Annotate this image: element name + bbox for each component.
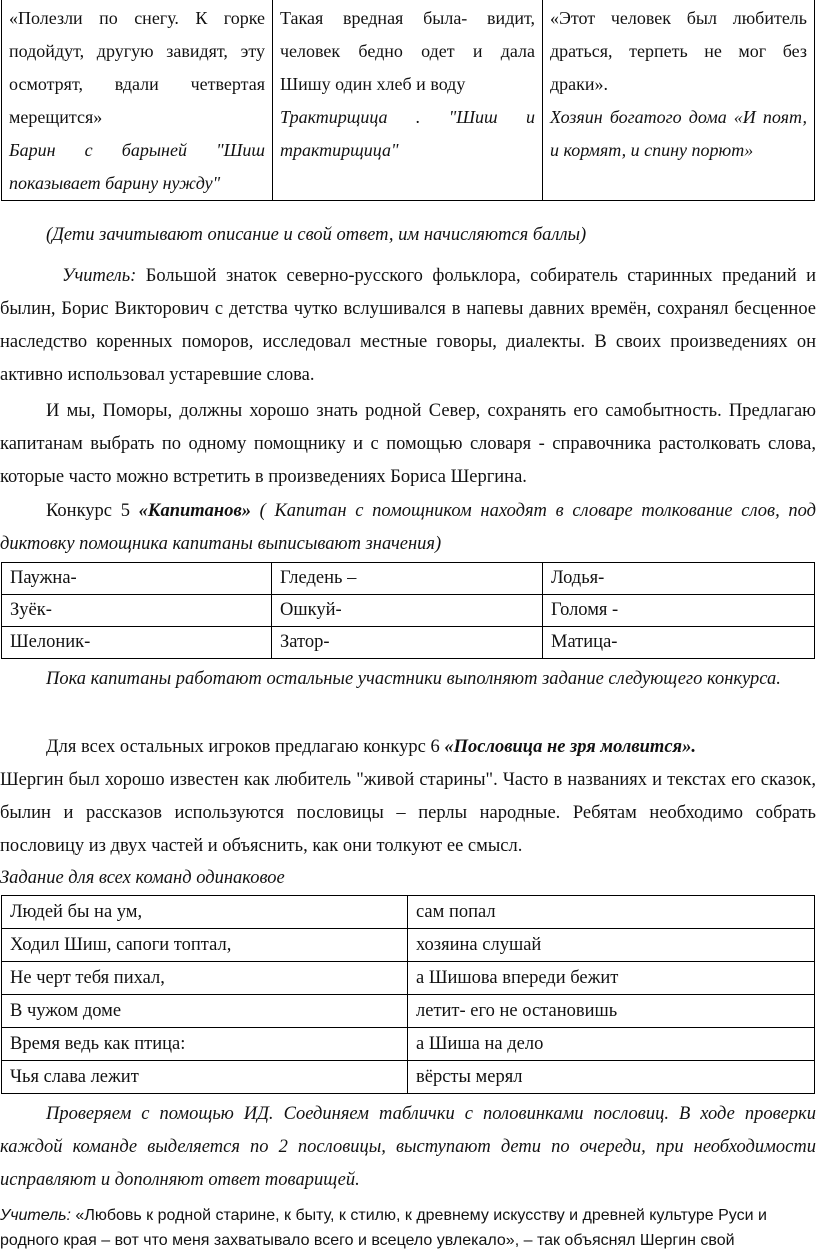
proverbs-cell: хозяина слушай [408,929,815,962]
characters-table [1,0,815,201]
words-cell: Гледень – [272,563,543,595]
proverbs-cell: а Шиша на дело [408,1028,815,1061]
words-row [2,627,815,659]
proverbs-row [2,1061,815,1094]
cell-text: «Полезли по снегу. К горке подойдут, другую завидят, эту осмотрят, вдали четвертая мерещится» [9,8,265,127]
footer-text: «Любовь к родной старине, к быту, к стилю, к древнему искусству и древней культуре Руси и родного края – вот что меня захватывало всего и всецело увлекало», – так объяснял Шергин свой [0,1207,767,1249]
cell-text: Такая вредная была- видит, человек бедно одет и дала Шишу один хлеб и воду [280,8,535,94]
characters-cell-3 [543,0,815,201]
proverbs-cell: В чужом доме [2,995,408,1028]
characters-cell-2 [273,0,543,201]
task-note: Задание для всех команд одинаковое [0,868,285,888]
words-cell: Ошкуй- [272,595,543,627]
proverbs-cell: Время ведь как птица: [2,1028,408,1061]
pomors-paragraph: И мы, Поморы, должны хорошо знать родной Север, сохранять его самобытность. Предлагаю капитанам выбрать по одному помощнику и с помощью словаря - справочника растолковать слова, которые часто можно встретить в произведениях Бориса Шергина. [0,401,816,487]
contest6-paragraph [0,731,816,764]
cell-italic: Хозяин богатого дома «И поят, и кормят, и спину порют» [550,107,807,160]
proverbs-cell: вёрсты мерял [408,1061,815,1094]
cell-text: «Этот человек был любитель драться, терпеть не мог без драки». [550,8,807,94]
proverbs-row [2,929,815,962]
children-note: (Дети зачитывают описание и свой ответ, им начисляются баллы) [46,225,587,245]
words-cell: Шелоник- [2,627,272,659]
teacher-paragraph [0,260,816,392]
words-cell: Паужна- [2,563,272,595]
words-cell: Голомя - [543,595,815,627]
contest5-desc: ( Капитан с помощником находят в словаре толкование слов, под диктовку помощника капитаны выписывают значения) [0,501,816,554]
teacher-label: Учитель: [62,266,137,286]
words-row [2,595,815,627]
proverbs-row [2,896,815,929]
footer-label: Учитель: [0,1207,71,1224]
proverbs-cell: летит- его не остановишь [408,995,815,1028]
words-table [1,562,815,659]
proverbs-cell: Людей бы на ум, [2,896,408,929]
words-cell: Лодья- [543,563,815,595]
contest6-prefix: Для всех остальных игроков предлагаю конкурс 6 [46,737,445,757]
characters-cell-1 [2,0,273,201]
words-cell: Затор- [272,627,543,659]
words-cell: Матица- [543,627,815,659]
proverbs-row [2,1028,815,1061]
proverbs-cell: Ходил Шиш, сапоги топтал, [2,929,408,962]
contest5-title: «Капитанов» [138,501,251,521]
proverbs-table [1,895,815,1094]
proverbs-cell: Чья слава лежит [2,1061,408,1094]
proverbs-cell: Не черт тебя пихал, [2,962,408,995]
words-cell: Зуёк- [2,595,272,627]
check-paragraph: Проверяем с помощью ИД. Соединяем таблички с половинками пословиц. В ходе проверки каждой команде выделяется по 2 пословицы, выступают дети по очереди, при необходимости исправляют и дополняют ответ товарищей. [0,1104,816,1190]
while-note: Пока капитаны работают остальные участники выполняют задание следующего конкурса. [46,669,781,689]
contest6-title: «Пословица не зря молвится». [444,737,696,757]
proverbs-cell: а Шишова впереди бежит [408,962,815,995]
cell-italic: Барин с барыней "Шиш показывает барину нужду" [9,140,265,193]
contest5-paragraph [0,495,816,561]
shergin-paragraph: Шергин был хорошо известен как любитель "живой старины". Часто в названиях и текстах его сказок, былин и рассказов используются пословицы – перлы народные. Ребятам необходимо собрать пословицу из двух частей и объяснить, как они толкуют ее смысл. [0,770,816,856]
proverbs-row [2,995,815,1028]
teacher-text: Большой знаток северно-русского фольклора, собиратель старинных преданий и былин, Борис Викторович с детства чутко вслушивался в напевы давних времён, сохранял бесценное наследство коренных поморов, исследовал местные говоры, диалекты. В своих произведениях он активно использовал устаревшие слова. [0,266,816,385]
cell-italic: Трактирщица . "Шиш и трактирщица" [280,107,535,160]
proverbs-row [2,962,815,995]
words-row [2,563,815,595]
footer-paragraph [0,1203,816,1253]
proverbs-cell: сам попал [408,896,815,929]
contest5-prefix: Конкурс 5 [46,501,139,521]
